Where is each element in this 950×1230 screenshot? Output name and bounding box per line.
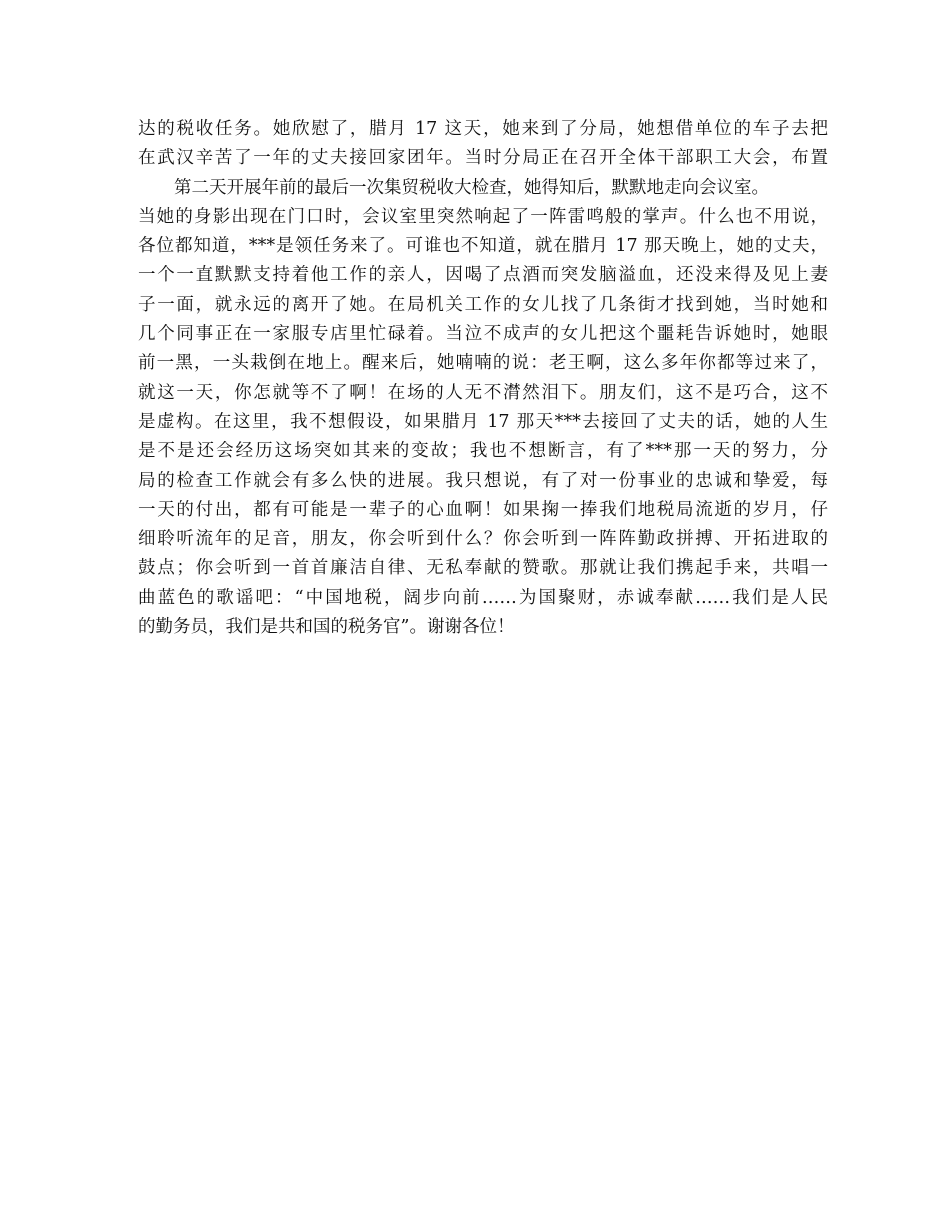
text-line: 细聆听流年的足音，朋友，你会听到什么？你会听到一阵阵勤政拼搏、开拓进取的: [138, 529, 828, 550]
text-line: 几个同事正在一家服专店里忙碌着。当泣不成声的女儿把这个噩耗告诉她时，她眼: [138, 324, 828, 345]
text-line: 当她的身影出现在门口时，会议室里突然响起了一阵雷鸣般的掌声。什么也不用说，: [138, 206, 828, 227]
text-line: 鼓点；你会听到一首首廉洁自律、无私奉献的赞歌。那就让我们携起手来，共唱一: [138, 558, 828, 579]
text-line: 就这一天，你怎就等不了啊！在场的人无不潸然泪下。朋友们，这不是巧合，这不: [138, 382, 828, 403]
text-line: 子一面，就永远的离开了她。在局机关工作的女儿找了几条街才找到她，当时她和: [138, 294, 828, 315]
text-line: 一天的付出，都有可能是一辈子的心血啊！如果掬一捧我们地税局流逝的岁月，仔: [138, 499, 828, 520]
text-line: 的勤务员，我们是共和国的税务官”。谢谢各位！: [138, 617, 515, 638]
text-line: 是不是还会经历这场突如其来的变故；我也不想断言，有了***那一天的努力，分: [138, 441, 828, 462]
text-line: 一个一直默默支持着他工作的亲人，因喝了点酒而突发脑溢血，还没来得及见上妻: [138, 265, 828, 286]
text-line: 是虚构。在这里，我不想假设，如果腊月 17 那天***去接回了丈夫的话，她的人生: [138, 411, 828, 432]
text-line: 各位都知道，***是领任务来了。可谁也不知道，就在腊月 17 那天晚上，她的丈夫，: [138, 236, 828, 257]
text-line: 曲蓝色的歌谣吧：“中国地税，阔步向前……为国聚财，赤诚奉献……我们是人民: [138, 587, 828, 608]
text-line: 第二天开展年前的最后一次集贸税收大检查，她得知后，默默地走向会议室。: [174, 177, 769, 198]
text-line: 局的检查工作就会有多么快的进展。我只想说，有了对一份事业的忠诚和挚爱，每: [138, 470, 828, 491]
paragraph: [138, 174, 828, 643]
paragraph: [138, 115, 828, 174]
document-body: [138, 115, 828, 642]
text-line: 达的税收任务。她欣慰了，腊月 17 这天，她来到了分局，她想借单位的车子去把: [138, 119, 828, 139]
text-line: 在武汉辛苦了一年的丈夫接回家团年。当时分局正在召开全体干部职工大会，布置: [138, 148, 828, 169]
text-line: 前一黑，一头栽倒在地上。醒来后，她喃喃的说：老王啊，这么多年你都等过来了，: [138, 353, 828, 374]
